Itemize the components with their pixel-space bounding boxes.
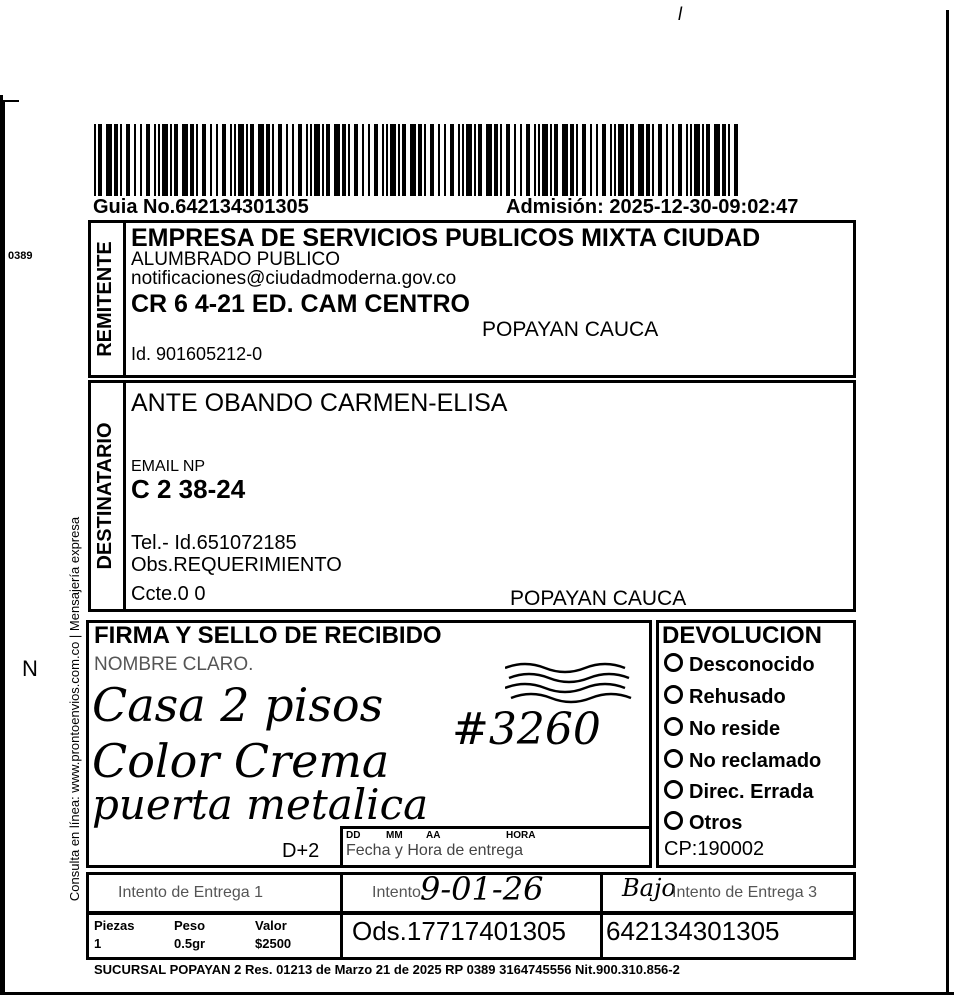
firma-title: FIRMA Y SELLO DE RECIBIDO xyxy=(94,622,442,649)
barcode-bar xyxy=(500,124,502,196)
admision-datetime: Admisión: 2025-12-30-09:02:47 xyxy=(506,196,799,218)
remitente-email: notificaciones@ciudadmoderna.gov.co xyxy=(131,268,457,289)
intento-3-label: Intento de Entrega 3 xyxy=(672,884,817,901)
option-label: Desconocido xyxy=(689,654,815,676)
barcode-bar xyxy=(134,124,136,196)
barcode-bar xyxy=(286,124,288,196)
barcode-bar xyxy=(728,124,730,196)
barcode-bar xyxy=(222,124,226,196)
devolucion-option-rehusado[interactable] xyxy=(664,685,786,709)
barcode-bar xyxy=(342,124,346,196)
barcode-bar xyxy=(626,124,628,196)
destinatario-email: EMAIL NP xyxy=(131,458,206,475)
radio-icon xyxy=(664,811,683,830)
barcode-bar xyxy=(390,124,396,196)
peso-label: Peso xyxy=(174,918,206,933)
devolucion-option-desconocido[interactable] xyxy=(664,653,815,677)
handwritten-line-3: puerta metalica xyxy=(92,780,429,829)
remitente-address: CR 6 4-21 ED. CAM CENTRO xyxy=(131,290,470,318)
remitente-id: Id. 901605212-0 xyxy=(131,344,263,364)
barcode-bar xyxy=(438,124,440,196)
barcode-bar xyxy=(702,124,704,196)
ods-number: Ods.17717401305 xyxy=(352,916,566,946)
side-code: 0389 xyxy=(8,250,33,262)
destinatario-city: POPAYAN CAUCA xyxy=(510,587,687,610)
barcode-bar xyxy=(326,124,330,196)
barcode-bar xyxy=(418,124,422,196)
devolucion-option-no-reclamado[interactable] xyxy=(664,749,821,773)
barcode-bar xyxy=(474,124,476,196)
barcode-bar xyxy=(582,124,586,196)
barcode-bar xyxy=(430,124,434,196)
valor-label: Valor xyxy=(255,918,287,933)
barcode-bar xyxy=(666,124,668,196)
barcode-bar xyxy=(652,124,654,196)
option-label: No reside xyxy=(689,718,781,740)
barcode-bar xyxy=(630,124,634,196)
barcode-bar xyxy=(278,124,282,196)
footer-text: SUCURSAL POPAYAN 2 Res. 01213 de Marzo 21 de 2025 RP 0389 3164745556 Nit.900.310.856-2 xyxy=(94,962,680,977)
barcode-bar xyxy=(250,124,254,196)
barcode-bar xyxy=(230,124,232,196)
barcode-bar xyxy=(386,124,388,196)
destinatario-label: DESTINATARIO xyxy=(94,422,116,570)
peso-value: 0.5gr xyxy=(174,936,206,951)
barcode-bar xyxy=(694,124,700,196)
guia-number: Guia No.642134301305 xyxy=(93,196,309,218)
barcode-bar xyxy=(444,124,446,196)
barcode-bar xyxy=(258,124,264,196)
intento-1-label: Intento de Entrega 1 xyxy=(118,884,263,901)
dd-label: DD xyxy=(346,830,361,841)
barcode-bar xyxy=(382,124,384,196)
barcode-bar xyxy=(526,124,530,196)
destinatario-obs: Obs.REQUERIMIENTO xyxy=(131,554,342,576)
devolucion-option-direc-errada[interactable] xyxy=(664,780,814,804)
barcode-bar xyxy=(538,124,540,196)
barcode-bar xyxy=(550,124,552,196)
barcode-bar xyxy=(610,124,612,196)
barcode-bar xyxy=(520,124,522,196)
mm-label: MM xyxy=(386,830,403,841)
barcode-bar xyxy=(292,124,294,196)
barcode-bar xyxy=(322,124,324,196)
handwritten-number: #3260 xyxy=(452,704,601,755)
remitente-line2: ALUMBRADO PUBLICO xyxy=(131,249,341,270)
barcode xyxy=(92,124,744,196)
destinatario-name: ANTE OBANDO CARMEN-ELISA xyxy=(131,389,508,417)
barcode-bar xyxy=(114,124,118,196)
remitente-label: REMITENTE xyxy=(94,241,116,357)
barcode-bar xyxy=(182,124,188,196)
destinatario-address: C 2 38-24 xyxy=(131,474,246,504)
barcode-bar xyxy=(354,124,358,196)
right-edge-bar xyxy=(946,10,949,995)
aa-label: AA xyxy=(426,830,441,841)
radio-icon xyxy=(664,749,683,768)
remitente-divider xyxy=(123,220,126,378)
barcode-bar xyxy=(348,124,350,196)
barcode-bar xyxy=(590,124,592,196)
barcode-bar xyxy=(614,124,616,196)
barcode-bar xyxy=(618,124,624,196)
devolucion-option-no-reside[interactable] xyxy=(664,717,780,741)
barcode-bar xyxy=(424,124,426,196)
barcode-bar xyxy=(576,124,578,196)
barcode-bar xyxy=(146,124,150,196)
intento-2-handwritten: 9-01-26 xyxy=(420,870,544,908)
barcode-bar xyxy=(466,124,472,196)
barcode-bar xyxy=(314,124,320,196)
barcode-bar xyxy=(126,124,130,196)
hora-label: HORA xyxy=(506,830,536,841)
barcode-bar xyxy=(374,124,378,196)
barcode-bar xyxy=(266,124,270,196)
barcode-bar xyxy=(368,124,370,196)
barcode-bar xyxy=(216,124,218,196)
barcode-bar xyxy=(646,124,650,196)
barcode-bar xyxy=(210,124,212,196)
devolucion-cp: CP:190002 xyxy=(664,838,765,860)
page-mark: l xyxy=(678,4,682,24)
barcode-bar xyxy=(410,124,416,196)
barcode-bar xyxy=(658,124,662,196)
remitente-city: POPAYAN CAUCA xyxy=(482,318,659,341)
barcode-bar xyxy=(174,124,178,196)
barcode-bar xyxy=(162,124,168,196)
barcode-bar xyxy=(478,124,482,196)
barcode-bar xyxy=(94,124,96,196)
nombre-claro-label: NOMBRE CLARO. xyxy=(94,654,254,675)
valor-value: $2500 xyxy=(255,936,292,951)
barcode-bar xyxy=(272,124,274,196)
barcode-bar xyxy=(596,124,598,196)
barcode-bar xyxy=(486,124,492,196)
side-letter: N xyxy=(22,656,38,681)
fecha-hora-label: Fecha y Hora de entrega xyxy=(346,842,523,859)
guia-repeat: 642134301305 xyxy=(606,916,780,946)
bottom-edge xyxy=(0,992,954,995)
devolucion-option-otros[interactable] xyxy=(664,811,742,835)
barcode-bar xyxy=(494,124,498,196)
barcode-bar xyxy=(98,124,102,196)
barcode-bar xyxy=(398,124,400,196)
radio-icon xyxy=(664,780,683,799)
option-label: Otros xyxy=(689,812,743,834)
barcode-bar xyxy=(140,124,142,196)
barcode-bar xyxy=(298,124,302,196)
barcode-bar xyxy=(570,124,574,196)
barcode-bar xyxy=(310,124,312,196)
barcode-bar xyxy=(542,124,548,196)
radio-icon xyxy=(664,685,683,704)
barcode-bar xyxy=(562,124,568,196)
barcode-bar xyxy=(734,124,738,196)
barcode-bar xyxy=(722,124,726,196)
barcode-bar xyxy=(154,124,156,196)
barcode-bar xyxy=(534,124,536,196)
handwritten-line-1: Casa 2 pisos xyxy=(92,678,384,732)
d2-label: D+2 xyxy=(282,840,320,862)
barcode-bar xyxy=(106,124,112,196)
handwritten-line-2: Color Crema xyxy=(92,734,390,788)
devolucion-title: DEVOLUCION xyxy=(662,622,823,649)
vertical-side-text: Consulta en línea: www.prontoenvios.com.co | Mensajería expresa xyxy=(67,516,82,902)
barcode-bar xyxy=(462,124,464,196)
barcode-bar xyxy=(706,124,710,196)
destinatario-divider xyxy=(123,380,126,612)
barcode-bar xyxy=(690,124,692,196)
barcode-bar xyxy=(158,124,160,196)
destinatario-ccte: Ccte.0 0 xyxy=(131,583,206,605)
radio-icon xyxy=(664,717,683,736)
option-label: Direc. Errada xyxy=(689,781,814,803)
barcode-bar xyxy=(238,124,244,196)
barcode-bar xyxy=(686,124,688,196)
barcode-bar xyxy=(678,124,682,196)
piezas-label: Piezas xyxy=(94,918,135,933)
barcode-bar xyxy=(202,124,206,196)
remitente-name: EMPRESA DE SERVICIOS PUBLICOS MIXTA CIUDAD xyxy=(131,224,761,252)
radio-icon xyxy=(664,653,683,672)
barcode-bar xyxy=(402,124,406,196)
barcode-bar xyxy=(234,124,236,196)
option-label: Rehusado xyxy=(689,686,786,708)
barcode-bar xyxy=(450,124,454,196)
barcode-bar xyxy=(196,124,198,196)
option-label: No reclamado xyxy=(689,750,822,772)
left-edge-bracket xyxy=(3,100,19,994)
barcode-bar xyxy=(362,124,364,196)
barcode-bar xyxy=(514,124,516,196)
barcode-bar xyxy=(170,124,172,196)
barcode-bar xyxy=(554,124,558,196)
intento-3-handwritten: Bajo xyxy=(622,874,676,902)
barcode-bar xyxy=(506,124,510,196)
intento-2-label: Intento xyxy=(372,884,421,901)
barcode-bar xyxy=(334,124,340,196)
barcode-bar xyxy=(672,124,674,196)
stamp-scribble xyxy=(505,660,645,708)
barcode-bar xyxy=(120,124,122,196)
barcode-bar xyxy=(602,124,606,196)
barcode-bar xyxy=(638,124,644,196)
piezas-value: 1 xyxy=(94,936,102,951)
barcode-bar xyxy=(306,124,308,196)
barcode-bar xyxy=(458,124,460,196)
barcode-bar xyxy=(714,124,720,196)
barcode-bar xyxy=(246,124,248,196)
destinatario-tel: Tel.- Id.651072185 xyxy=(131,532,297,554)
barcode-bar xyxy=(190,124,194,196)
